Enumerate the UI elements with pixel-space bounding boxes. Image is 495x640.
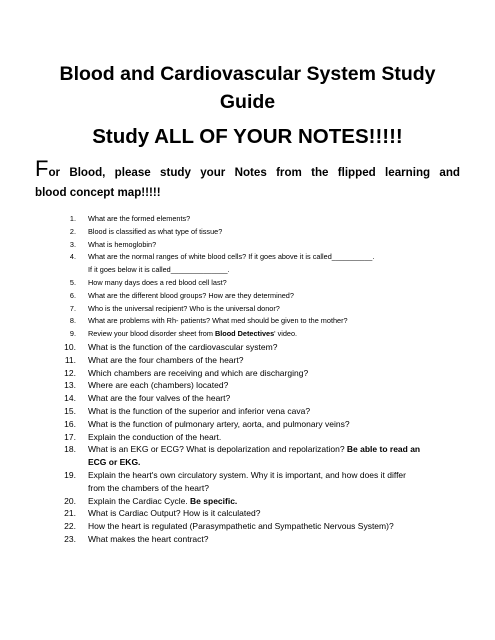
question-number: 23. xyxy=(64,533,76,544)
question-item xyxy=(35,367,455,380)
question-text: Explain the heart's own circulatory system. Why it is important, and how does it differ xyxy=(88,469,406,480)
question-number: 21. xyxy=(64,508,76,519)
question-text: How the heart is regulated (Parasympathetic and Sympathetic Nervous System)? xyxy=(88,521,394,532)
question-text: Which chambers are receiving and which are discharging? xyxy=(88,367,309,378)
question-text: What makes the heart contract? xyxy=(88,533,209,544)
question-text: Where are each (chambers) located? xyxy=(88,380,229,391)
question-item xyxy=(35,418,455,431)
intro-big-letter: F xyxy=(35,156,49,181)
question-item xyxy=(35,431,455,444)
question-number: 3. xyxy=(69,239,76,249)
question-number: 16. xyxy=(64,418,76,429)
question-text: What are the formed elements? xyxy=(88,214,191,223)
question-item xyxy=(35,251,455,277)
question-number: 9. xyxy=(69,329,76,339)
question-item xyxy=(35,315,455,328)
question-item xyxy=(35,443,455,469)
question-item xyxy=(35,277,455,290)
title-line-1: Blood and Cardiovascular System Study xyxy=(59,63,436,85)
question-item xyxy=(35,405,455,418)
question-number: 8. xyxy=(69,316,76,326)
question-number: 2. xyxy=(69,226,76,236)
question-item xyxy=(35,495,455,508)
question-text: What is an EKG or ECG? What is depolarization and repolarization? xyxy=(88,444,347,455)
question-text: What is the function of the cardiovascular system? xyxy=(88,341,278,352)
question-list xyxy=(35,213,455,546)
document-subtitle: Study ALL OF YOUR NOTES!!!!! xyxy=(92,125,403,148)
question-text: Explain the conduction of the heart. xyxy=(88,431,222,442)
question-item xyxy=(35,469,455,495)
question-item xyxy=(35,507,455,520)
question-item xyxy=(35,533,455,546)
question-item xyxy=(35,328,455,341)
intro-line-1 xyxy=(35,156,460,183)
question-number: 4. xyxy=(69,252,76,262)
question-text: How many days does a red blood cell last? xyxy=(88,277,227,287)
question-number: 5. xyxy=(69,277,76,287)
question-number: 12. xyxy=(64,367,76,378)
question-text: What is the function of the superior and inferior vena cava? xyxy=(88,405,311,416)
question-number: 19. xyxy=(64,469,76,480)
question-emphasis: Be able to read an xyxy=(346,444,421,455)
question-number: 13. xyxy=(64,380,76,391)
question-text: Blood is classified as what type of tissue? xyxy=(88,226,223,236)
question-item xyxy=(35,341,455,354)
question-item xyxy=(35,303,455,316)
question-continuation: from the chambers of the heart? xyxy=(88,482,209,493)
question-text: What is Cardiac Output? How is it calculated? xyxy=(88,508,261,519)
question-item xyxy=(35,379,455,392)
question-item xyxy=(35,290,455,303)
question-item xyxy=(35,392,455,405)
question-text: Who is the universal recipient? Who is the universal donor? xyxy=(88,303,280,313)
question-item xyxy=(35,354,455,367)
question-number: 15. xyxy=(64,405,76,416)
question-emphasis: Blood Detectives xyxy=(214,329,275,339)
question-item xyxy=(35,213,455,226)
title-line-2: Guide xyxy=(219,91,276,113)
question-number: 18. xyxy=(64,444,76,455)
question-text: Review your blood disorder sheet from xyxy=(88,329,215,339)
question-continuation-emphasis: ECG or EKG. xyxy=(88,457,141,468)
question-text: What are the different blood groups? How are they determined? xyxy=(88,290,294,300)
question-emphasis: Be specific. xyxy=(190,495,238,506)
intro-line-1-text: or Blood, please study your Notes from the flipped learning and xyxy=(48,166,460,179)
question-text: Explain the Cardiac Cycle. xyxy=(88,495,191,506)
question-number: 20. xyxy=(64,495,76,506)
question-text: What are the normal ranges of white blood cells? If it goes above it is called__________. xyxy=(88,252,375,262)
question-number: 7. xyxy=(69,303,76,313)
question-item xyxy=(35,520,455,533)
question-number: 17. xyxy=(64,431,76,442)
question-text-after: ' video. xyxy=(274,329,298,339)
question-number: 14. xyxy=(64,393,76,404)
intro-paragraph xyxy=(35,156,460,203)
question-text: What are the four chambers of the heart? xyxy=(88,354,244,365)
document-title xyxy=(40,60,455,116)
question-number: 1. xyxy=(69,214,76,223)
question-text: What are problems with Rh- patients? What med should be given to the mother? xyxy=(88,316,348,326)
question-text: What are the four valves of the heart? xyxy=(88,393,231,404)
question-number: 10. xyxy=(64,341,76,352)
question-continuation: If it goes below it is called______________. xyxy=(88,265,230,275)
question-item xyxy=(35,226,455,239)
question-item xyxy=(35,239,455,252)
intro-line-2: blood concept map!!!!! xyxy=(35,186,161,199)
question-text: What is hemoglobin? xyxy=(88,239,157,249)
question-number: 11. xyxy=(64,354,76,365)
question-text: What is the function of pulmonary artery, aorta, and pulmonary veins? xyxy=(88,418,350,429)
question-number: 22. xyxy=(64,521,76,532)
question-number: 6. xyxy=(69,290,76,300)
